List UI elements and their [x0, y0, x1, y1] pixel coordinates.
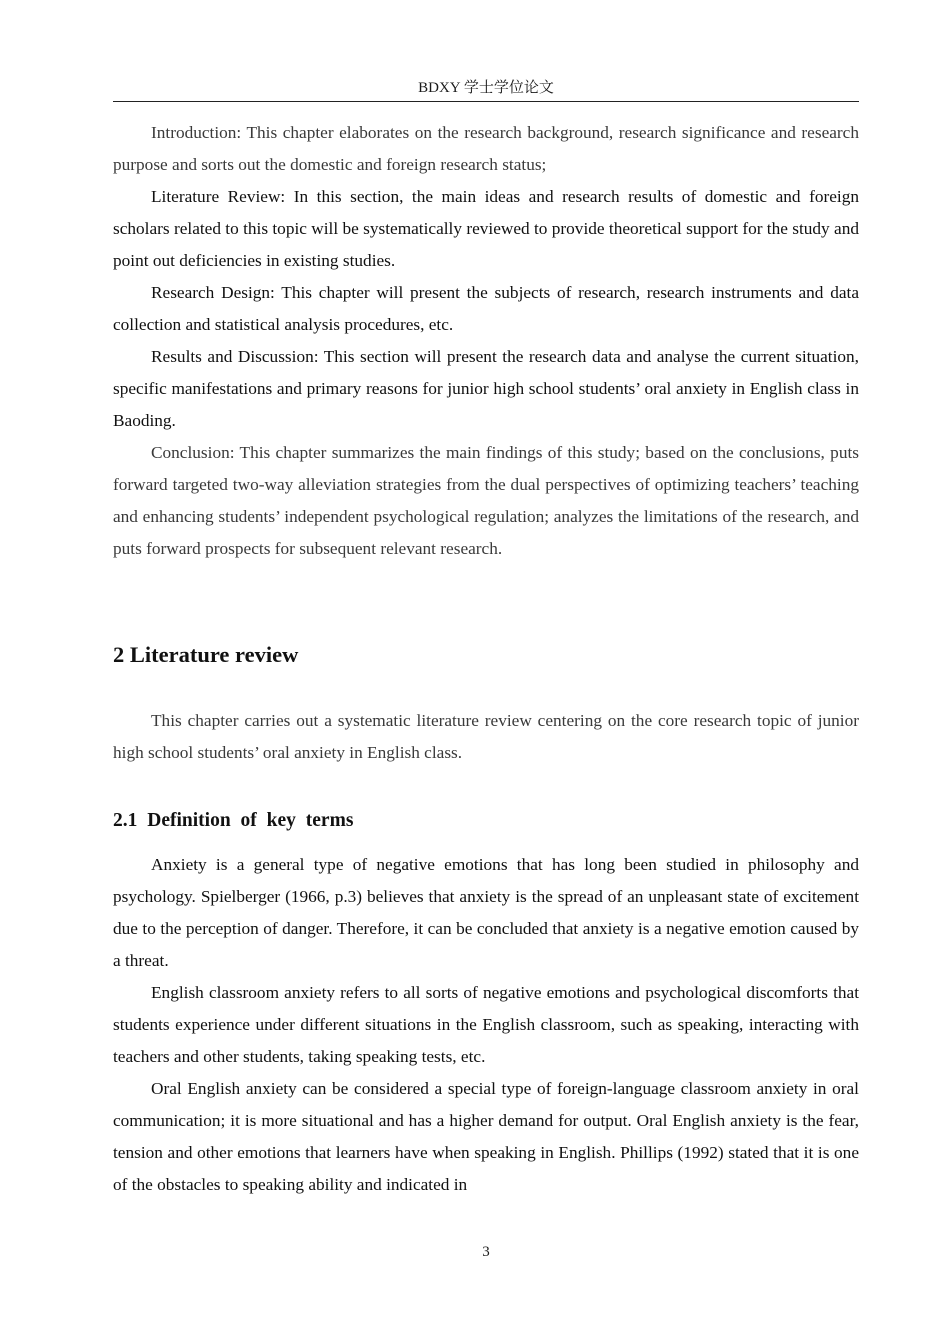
paragraph-results-discussion: Results and Discussion: This section will present the research data and analyse the current situation, specific manifestations and primary reasons for junior high school students’ oral anxiety in English class in Baoding.: [113, 347, 859, 430]
paragraph-classroom-anxiety: English classroom anxiety refers to all sorts of negative emotions and psychological discomforts that students experience under different situations in the English classroom, such as speaking, interacting with teachers and other students, taking speaking tests, etc.: [113, 983, 859, 1066]
paragraph-literature-review: Literature Review: In this section, the main ideas and research results of domestic and foreign scholars related to this topic will be systematically reviewed to provide theoretical support for the study and point out deficiencies in existing studies.: [113, 187, 859, 270]
page-header: BDXY 学士学位论文: [418, 80, 554, 96]
paragraph-oral-anxiety: Oral English anxiety can be considered a special type of foreign-language classroom anxiety in oral communication; it is more situational and has a higher demand for output. Oral English anxiety is the fear, tension and other emotions that learners have when speaking in English. Phillips (1992) stated that it is one of the obstacles to speaking ability and indicated in: [113, 1079, 859, 1194]
paragraph-anxiety-definition: Anxiety is a general type of negative emotions that has long been studied in philosophy and psychology. Spielberger (1966, p.3) believes that anxiety is the spread of an unpleasant state of excitement due to the perception of danger. Therefore, it can be concluded that anxiety is a negative emotion caused by a threat.: [113, 855, 859, 970]
chapter-intro-paragraph: This chapter carries out a systematic literature review centering on the core research topic of junior high school students’ oral anxiety in English class.: [113, 711, 859, 762]
paragraph-introduction: Introduction: This chapter elaborates on the research background, research significance and research purpose and sorts out the domestic and foreign research status;: [113, 123, 859, 174]
paragraph-research-design: Research Design: This chapter will present the subjects of research, research instruments and data collection and statistical analysis procedures, etc.: [113, 283, 859, 334]
page-body: [113, 117, 859, 1201]
header-rule: [113, 101, 859, 102]
page-number: 3: [482, 1244, 490, 1260]
paragraph-conclusion: Conclusion: This chapter summarizes the main findings of this study; based on the conclusions, puts forward targeted two-way alleviation strategies from the dual perspectives of optimizing teachers’ teaching and enhancing students’ independent psychological regulation; analyzes the limitations of the research, and puts forward prospects for subsequent relevant research.: [113, 443, 859, 558]
chapter-heading: 2 Literature review: [113, 642, 299, 667]
section-heading: 2.1 Definition of key terms: [113, 810, 354, 831]
